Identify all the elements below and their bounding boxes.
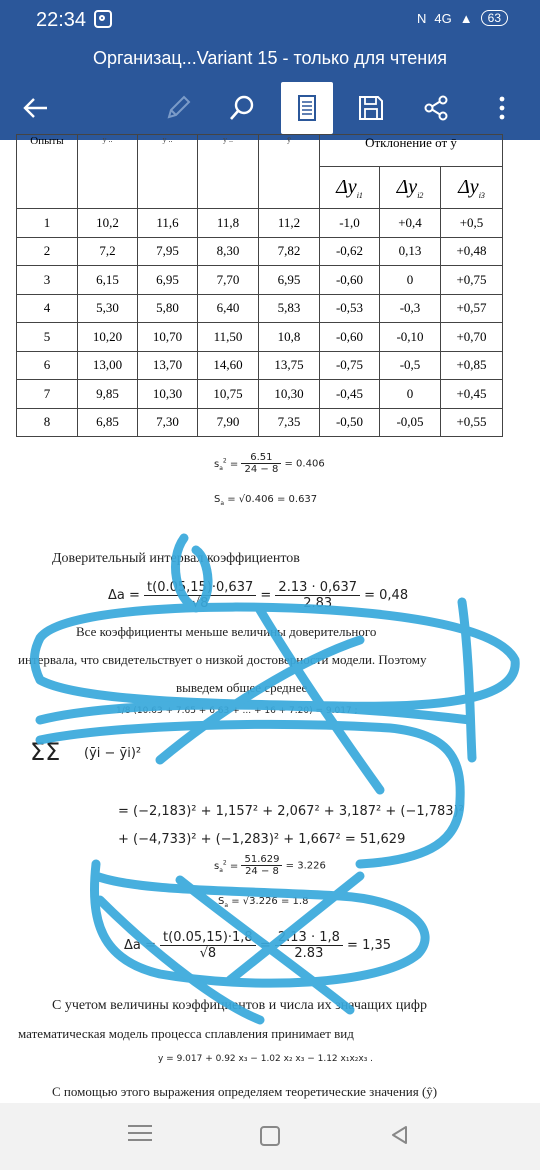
nfc-icon: N (417, 10, 427, 26)
status-bar (0, 0, 540, 40)
table-cell: -0,45 (320, 380, 380, 409)
table-cell: 13,75 (259, 351, 320, 380)
pen-icon[interactable] (152, 82, 204, 134)
table-cell: 0 (380, 266, 441, 295)
more-icon[interactable] (476, 82, 528, 134)
table-cell: 6,85 (78, 408, 138, 437)
header-experiments: Опыты (17, 135, 78, 209)
table-cell: 8 (17, 408, 78, 437)
variance-formula: $s_a^2$ = $\frac{6.51}{24 - 8}$ = 0.406 (214, 452, 325, 475)
paragraph-2: интервала, что свидетельствует о низкой достоверности модели. Поэтому (18, 652, 427, 667)
paragraph-6: С помощью этого выражения определяем теоретические значения (ŷ) (52, 1084, 438, 1099)
header-y1: y .. (78, 135, 138, 209)
save-icon[interactable] (345, 82, 397, 134)
header-ymean: ȳ (259, 135, 320, 209)
table-cell: 13,00 (78, 351, 138, 380)
reading-view-icon[interactable] (281, 82, 333, 134)
table-cell: -0,62 (320, 237, 380, 266)
table-cell: -0,5 (380, 351, 441, 380)
table-cell: 13,70 (138, 351, 198, 380)
paragraph-5: математическая модель процесса сплавления принимает вид (18, 1026, 354, 1041)
table-cell: 6,15 (78, 266, 138, 295)
table-cell: 11,50 (198, 323, 259, 352)
document-title: Организац...Variant 15 - только для чтения (0, 40, 540, 76)
document-area[interactable] (0, 135, 540, 1102)
table-cell: 7,70 (198, 266, 259, 295)
table-cell: 5,80 (138, 294, 198, 323)
table-cell: 10,75 (198, 380, 259, 409)
table-cell: -0,50 (320, 408, 380, 437)
table-cell: 7,30 (138, 408, 198, 437)
table-cell: 6 (17, 351, 78, 380)
home-button[interactable] (260, 1126, 280, 1146)
table-cell: 9,85 (78, 380, 138, 409)
table-cell: 0,13 (380, 237, 441, 266)
table-row (17, 209, 503, 238)
clock: 22:34 (36, 9, 87, 31)
back-button[interactable] (390, 1125, 408, 1150)
table-cell: 2 (17, 237, 78, 266)
table-cell: +0,70 (441, 323, 503, 352)
header-dy2: $\Delta y_{i2}$ (380, 167, 441, 209)
sum-line-1: = (−2,183)² + 1,157² + 2,067² + 3,187² + (−1,783)² (118, 804, 464, 819)
table-row (17, 237, 503, 266)
table-cell: -0,75 (320, 351, 380, 380)
table-cell: 3 (17, 266, 78, 295)
table-cell: 7 (17, 380, 78, 409)
table-cell: 10,20 (78, 323, 138, 352)
header-y3: y .. (198, 135, 259, 209)
table-cell: 7,82 (259, 237, 320, 266)
variance-formula-2: $s_a^2$ = $\frac{51.629}{24 - 8}$ = 3.226 (214, 854, 326, 877)
table-cell: +0,4 (380, 209, 441, 238)
table-cell: 11,2 (259, 209, 320, 238)
delta-a-formula-1: Δa = $\frac{t(0.05,15)\cdot 0,637}{√8}$ = $\frac{2.13 \cdot 0,637}{2.83}$ = 0,48 (108, 580, 409, 611)
sum-line-2: + (−4,733)² + (−1,283)² + 1,667² = 51,629 (118, 832, 406, 847)
table-cell: +0,57 (441, 294, 503, 323)
table-cell: 5 (17, 323, 78, 352)
table-row (17, 323, 503, 352)
share-icon[interactable] (410, 82, 462, 134)
table-cell: -0,3 (380, 294, 441, 323)
table-cell: 7,35 (259, 408, 320, 437)
toolbar (0, 76, 540, 140)
table-cell: 6,95 (259, 266, 320, 295)
table-cell: -0,10 (380, 323, 441, 352)
table-cell: 10,70 (138, 323, 198, 352)
header-y2: y .. (138, 135, 198, 209)
signal-icon: ▲ (459, 10, 473, 26)
header-dy3: $\Delta y_{i3}$ (441, 167, 503, 209)
table-cell: 0 (380, 380, 441, 409)
table-cell: +0,85 (441, 351, 503, 380)
table-cell: 7,95 (138, 237, 198, 266)
table-cell: 4 (17, 294, 78, 323)
table-cell: 5,83 (259, 294, 320, 323)
table-cell: 6,40 (198, 294, 259, 323)
table-cell: 10,30 (259, 380, 320, 409)
navigation-bar (0, 1103, 540, 1170)
table-cell: 10,2 (78, 209, 138, 238)
table-cell: 14,60 (198, 351, 259, 380)
table-row (17, 408, 503, 437)
sum-symbol: ΣΣ (30, 738, 61, 766)
table-cell: 8,30 (198, 237, 259, 266)
header-deviation: Отклонение от ȳ (320, 135, 503, 167)
table-cell: +0,45 (441, 380, 503, 409)
table-cell: -1,0 (320, 209, 380, 238)
table-cell: +0,75 (441, 266, 503, 295)
experiment-table (16, 134, 503, 437)
table-row (17, 294, 503, 323)
table-cell: 1 (17, 209, 78, 238)
model-equation: y = 9.017 + 0.92 x₃ − 1.02 x₂ x₃ − 1.12 x₁x₂x₃ . (158, 1054, 374, 1064)
paragraph-4: С учетом величины коэффициентов и числа их значащих цифр (52, 998, 427, 1013)
table-row (17, 351, 503, 380)
back-arrow-icon[interactable] (10, 82, 62, 134)
std-formula-2: $S_a = √3.226 = 1.8$ (218, 896, 309, 909)
paragraph-3: выведем общее среднее (176, 680, 308, 695)
delta-a-formula-2: Δa = $\frac{t(0.05,15)\cdot 1,8}{√8}$ = $\frac{2.13 \cdot 1,8}{2.83}$ = 1,35 (124, 930, 392, 961)
sum-expression: (ȳi − ȳi)² (84, 746, 142, 761)
table-cell: 11,6 (138, 209, 198, 238)
table-cell: 11,8 (198, 209, 259, 238)
table-cell: +0,48 (441, 237, 503, 266)
conf-interval-heading: Доверительный интервал коэффициентов (52, 551, 300, 566)
table-row (17, 266, 503, 295)
battery-icon: 63 (481, 10, 508, 26)
status-icons (417, 10, 508, 26)
paragraph-1: Все коэффициенты меньше величины доверительного (76, 624, 377, 639)
table-cell: 7,90 (198, 408, 259, 437)
network-label: 4G (434, 10, 452, 26)
table-cell: -0,60 (320, 266, 380, 295)
table-cell: 6,95 (138, 266, 198, 295)
search-icon[interactable] (216, 82, 268, 134)
table-cell: +0,55 (441, 408, 503, 437)
std-formula: $S_a = √0.406 = 0.637$ (214, 494, 318, 507)
recent-apps-button[interactable] (128, 1125, 152, 1141)
table-cell: 10,8 (259, 323, 320, 352)
header-dy1: $\Delta y_{i1}$ (320, 167, 380, 209)
instagram-icon (94, 10, 112, 28)
table-cell: +0,5 (441, 209, 503, 238)
mean-formula: 1/8 (10.63 + 7.65 + 6.63 + ... + 16 + 7.20) = 9.017 ; (116, 706, 358, 716)
table-cell: -0,05 (380, 408, 441, 437)
table-cell: -0,53 (320, 294, 380, 323)
table-row (17, 380, 503, 409)
table-cell: -0,60 (320, 323, 380, 352)
table-cell: 7,2 (78, 237, 138, 266)
table-cell: 10,30 (138, 380, 198, 409)
table-cell: 5,30 (78, 294, 138, 323)
